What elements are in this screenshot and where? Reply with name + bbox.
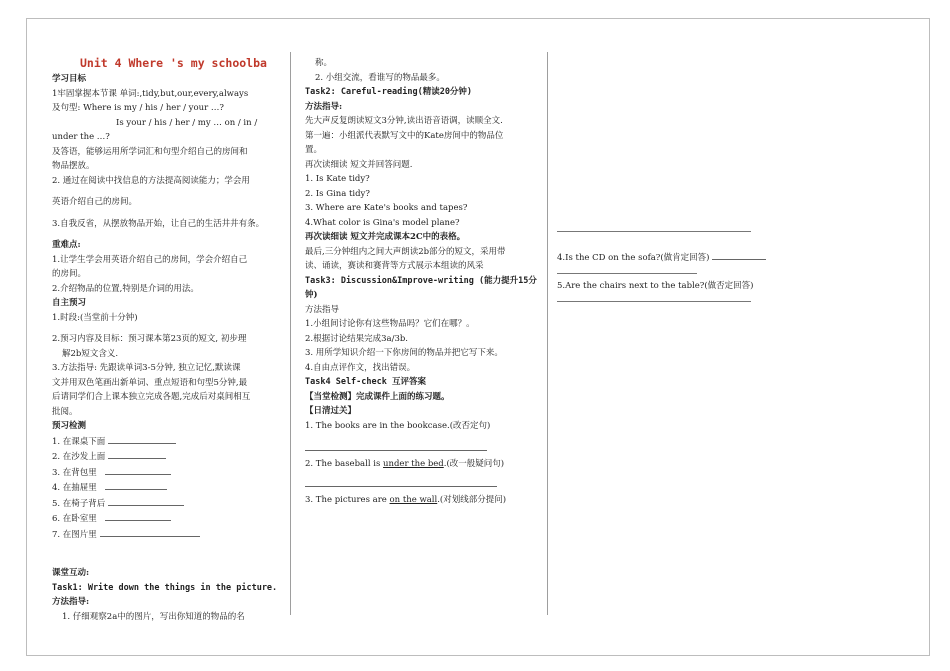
preview-3a: 3.方法指导: 先跟读单词3-5分钟, 独立记忆,默读课: [52, 363, 241, 373]
goal-1d: under the …?: [52, 132, 110, 142]
task-4: Task4 Self-check 互评答案: [305, 377, 426, 387]
task-3b: 钟): [305, 290, 318, 300]
discussion-4: 4.自由点评作文，找出错误。: [305, 362, 416, 373]
last-line-2: 读、诵读，赛读和赛背等方式展示本组读的风采: [305, 261, 484, 271]
question-3: 3. Where are Kate's books and tapes?: [305, 203, 468, 213]
method-line-1: 先大声反复朗读短文3分钟,读出语音语调，读顺全文.: [305, 116, 503, 126]
last-line-1: 最后,三分钟组内之间大声朗读2b部分的短文，采用带: [305, 246, 506, 257]
method-line-4: 再次读细读 短文并回答问题.: [305, 159, 413, 170]
key-1b: 的房间。: [52, 269, 87, 279]
page-title: Unit 4 Where 's my schoolba: [80, 56, 267, 70]
key-2: 2.介绍物品的位置,特别是介词的用法。: [52, 283, 199, 294]
preview-2b: 解2b短文含义.: [62, 348, 119, 359]
check-item: 6. 在卧室里: [52, 511, 284, 527]
check-item: 3. 在背包里: [52, 465, 284, 481]
exercise-3: 3. The pictures are on the wall.(对划线部分提问): [305, 494, 507, 505]
preview-3c: 后请同学们合上课本独立完成各题,完成后对桌间相互: [52, 392, 251, 402]
answer-line: [305, 477, 543, 493]
check-item: 2. 在沙发上面: [52, 449, 284, 465]
question-1: 1. Is Kate tidy?: [305, 174, 370, 184]
preview-3b: 文并用双色笔画出新单词、重点短语和句型5分钟,最: [52, 377, 248, 388]
class-heading: 课堂互动:: [52, 568, 90, 578]
key-heading: 重难点:: [52, 240, 81, 250]
key-1a: 1.让学生学会用英语介绍自己的房间，学会介绍自己: [52, 254, 248, 265]
cont-1: 称。: [315, 58, 333, 68]
task-1-step-1: 1. 仔细观察2a中的图片，写出你知道的物品的名: [62, 611, 245, 622]
answer-line: [557, 231, 751, 232]
goal-1f: 物品摆放。: [52, 161, 95, 171]
cont-2: 2. 小组交流，看谁写的物品最多。: [315, 72, 445, 83]
preview-2a: 2.预习内容及目标：预习课本第23页的短文, 初步理: [52, 334, 247, 344]
method-line-3: 置。: [305, 145, 323, 155]
goal-2b: 英语介绍自己的房间。: [52, 197, 138, 207]
again-instruction: 再次读细读 短文并完成课本2C中的表格。: [305, 232, 466, 242]
goal-1b: 及句型: Where is my / his / her / your …?: [52, 103, 224, 113]
goal-3: 3.自我反省，从摆放物品开始，让自己的生活井井有条。: [52, 218, 265, 229]
question-4: 4.What color is Gina's model plane?: [305, 217, 460, 228]
task-3a: Task3: Discussion&Improve-writing (能力提升15分: [305, 275, 537, 286]
preview-3d: 批阅。: [52, 406, 78, 417]
exercise-2: 2. The baseball is under the bed.(改一般疑问句): [305, 458, 505, 469]
task-1: Task1: Write down the things in the picture.: [52, 582, 278, 593]
check-item: 5. 在椅子背后: [52, 496, 284, 512]
method-heading: 方法指导:: [52, 597, 90, 607]
check-now: 【当堂检测】完成课件上面的练习题。: [305, 391, 450, 402]
check-item: 1. 在课桌下面: [52, 434, 284, 450]
column-2: [305, 56, 543, 507]
answer-line: [305, 441, 543, 457]
check-heading: 预习检测: [52, 421, 87, 431]
column-1: [52, 56, 284, 624]
check-item: 4. 在抽屉里: [52, 480, 284, 496]
discussion-3: 3. 用所学知识介绍一下你房间的物品并把它写下来。: [305, 348, 503, 358]
exercise-1: 1. The books are in the bookcase.(改否定句): [305, 420, 491, 431]
answer-line: [557, 301, 751, 302]
column-divider-2: [547, 52, 548, 615]
goal-2a: 2. 通过在阅读中找信息的方法提高阅读能力；学会用: [52, 175, 250, 186]
goal-1a: 1牢固掌握本节课 单词:,tidy,but,our,every,always: [52, 88, 249, 99]
preview-1: 1.时段:(当堂前十分钟): [52, 312, 138, 323]
question-5-chairs: 5.Are the chairs next to the table?(做否定回答): [557, 281, 754, 291]
method-heading-3: 方法指导: [305, 304, 340, 315]
daily-heading: 【日清过关】: [305, 406, 357, 416]
goal-1c: Is your / his / her / my … on / in /: [116, 117, 258, 128]
task-2: Task2: Careful-reading(精读20分钟): [305, 87, 473, 97]
check-item: 7. 在图片里: [52, 527, 284, 543]
answer-line: [557, 273, 697, 274]
goals-heading: 学习目标: [52, 74, 87, 84]
question-4-cd: 4.Is the CD on the sofa?(做肯定回答): [557, 250, 766, 263]
column-divider-1: [290, 52, 291, 615]
discussion-1: 1.小组间讨论你有这些物品吗？它们在哪？。: [305, 319, 475, 329]
method-line-2: 第一遍：小组派代表默写文中的Kate房间中的物品位: [305, 130, 504, 141]
preview-heading: 自主预习: [52, 298, 87, 308]
method-heading: 方法指导:: [305, 101, 343, 112]
discussion-2: 2.根据讨论结果完成3a/3b.: [305, 333, 409, 344]
question-2: 2. Is Gina tidy?: [305, 188, 370, 199]
goal-1e: 及答语，能够运用所学词汇和句型介绍自己的房间和: [52, 146, 248, 157]
